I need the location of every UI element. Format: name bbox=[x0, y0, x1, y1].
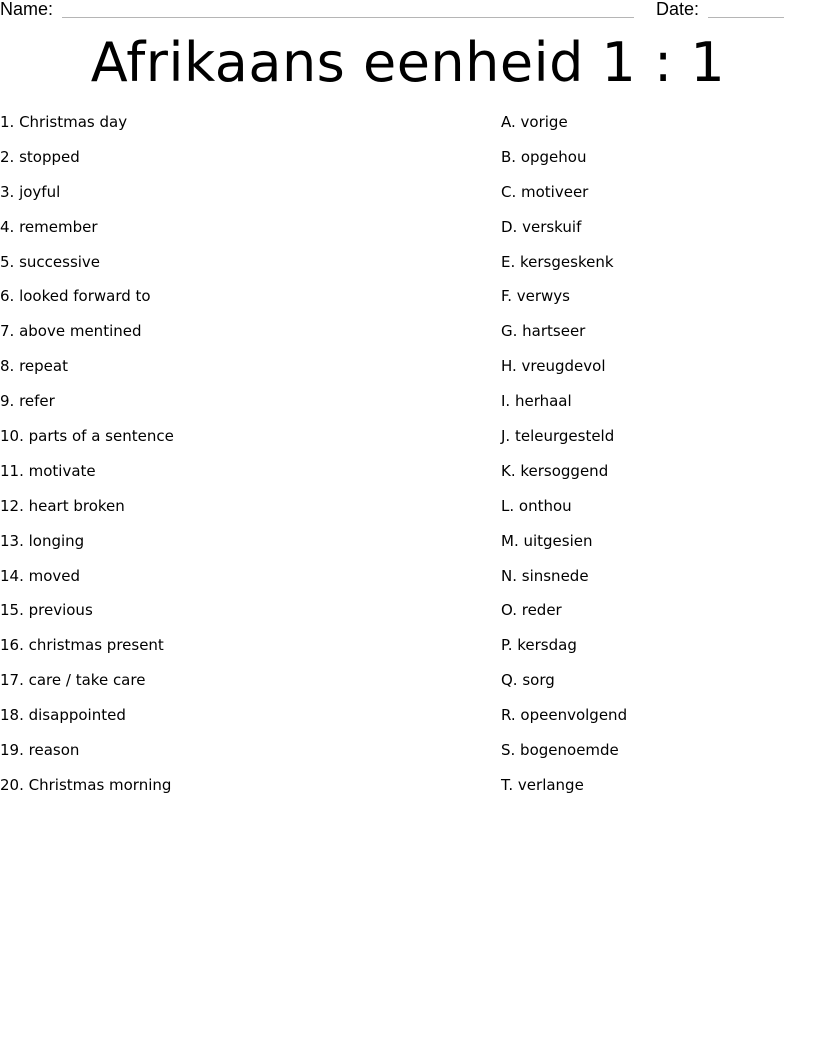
name-field-line[interactable] bbox=[62, 17, 634, 18]
term-item: 8. repeat bbox=[0, 357, 68, 376]
term-item: 9. refer bbox=[0, 392, 55, 411]
answer-item: C. motiveer bbox=[501, 182, 589, 201]
term-item: 4. remember bbox=[0, 217, 98, 236]
term-item: 15. previous bbox=[0, 601, 93, 620]
answer-item: J. teleurgesteld bbox=[501, 427, 615, 446]
date-label: Date: bbox=[656, 0, 700, 19]
answer-item: R. opeenvolgend bbox=[501, 706, 628, 725]
answer-item: H. vreugdevol bbox=[501, 357, 606, 376]
term-item: 11. motivate bbox=[0, 461, 96, 480]
answer-item: P. kersdag bbox=[501, 636, 577, 655]
term-item: 10. parts of a sentence bbox=[0, 427, 174, 446]
term-item: 18. disappointed bbox=[0, 706, 126, 725]
term-item: 19. reason bbox=[0, 741, 80, 760]
answers-list bbox=[501, 110, 627, 808]
term-item: 7. above mentined bbox=[0, 322, 142, 341]
answer-item: L. onthou bbox=[501, 496, 572, 515]
answer-item: O. reder bbox=[501, 601, 562, 620]
answer-item: A. vorige bbox=[501, 113, 568, 131]
term-item: 14. moved bbox=[0, 566, 81, 585]
answer-item: D. verskuif bbox=[501, 217, 582, 236]
term-item: 12. heart broken bbox=[0, 496, 125, 515]
term-item: 17. care / take care bbox=[0, 671, 146, 690]
term-item: 13. longing bbox=[0, 531, 85, 550]
date-field-line[interactable] bbox=[708, 17, 784, 18]
worksheet-header bbox=[0, 0, 816, 24]
answer-item: M. uitgesien bbox=[501, 531, 593, 550]
term-item: 3. joyful bbox=[0, 182, 61, 201]
terms-list bbox=[0, 110, 174, 808]
answer-item: B. opgehou bbox=[501, 147, 587, 166]
term-item: 5. successive bbox=[0, 252, 101, 271]
answer-item: T. verlange bbox=[501, 775, 584, 794]
term-item: 20. Christmas morning bbox=[0, 775, 172, 794]
answer-item: K. kersoggend bbox=[501, 461, 609, 480]
worksheet-title: Afrikaans eenheid 1 : 1 bbox=[90, 31, 726, 94]
answer-item: F. verwys bbox=[501, 287, 570, 306]
answer-item: G. hartseer bbox=[501, 322, 586, 341]
term-item: 16. christmas present bbox=[0, 636, 164, 655]
answer-item: I. herhaal bbox=[501, 392, 572, 411]
term-item: 6. looked forward to bbox=[0, 287, 151, 306]
term-item: 1. Christmas day bbox=[0, 113, 128, 131]
answer-item: N. sinsnede bbox=[501, 566, 589, 585]
answer-item: Q. sorg bbox=[501, 671, 555, 690]
term-item: 2. stopped bbox=[0, 147, 80, 166]
name-label: Name: bbox=[0, 0, 54, 19]
answer-item: S. bogenoemde bbox=[501, 741, 619, 760]
answer-item: E. kersgeskenk bbox=[501, 252, 614, 271]
